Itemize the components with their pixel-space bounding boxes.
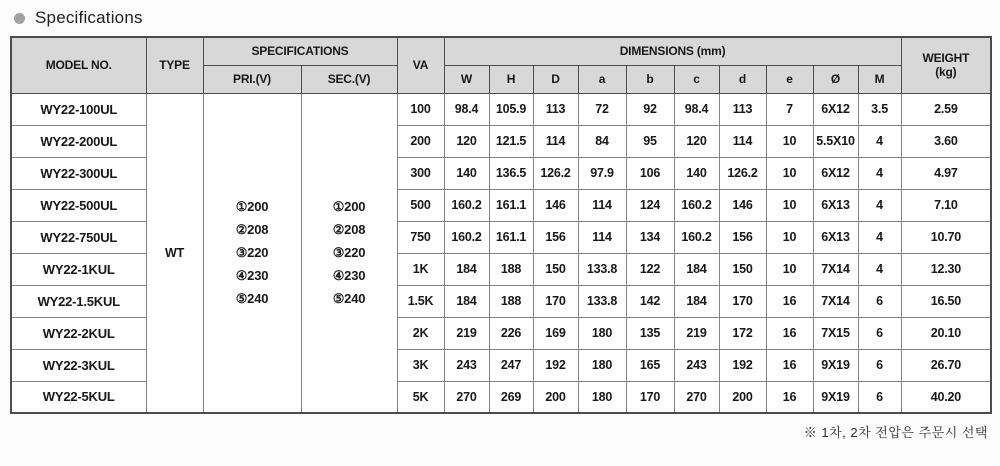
- page-title: Specifications: [35, 8, 143, 27]
- dimension-cell: 219: [674, 317, 719, 349]
- dimension-cell: 95: [626, 125, 674, 157]
- header-va: VA: [397, 37, 444, 93]
- dimension-cell: 72: [578, 93, 626, 125]
- dimension-cell: 180: [578, 317, 626, 349]
- model-cell: WY22-750UL: [11, 221, 146, 253]
- dimension-cell: 133.8: [578, 285, 626, 317]
- dimension-cell: 4: [858, 157, 901, 189]
- dimension-cell: 6X13: [813, 189, 858, 221]
- dimension-cell: 188: [489, 285, 533, 317]
- dimension-cell: 150: [533, 253, 578, 285]
- weight-cell: 3.60: [901, 125, 991, 157]
- dimension-cell: 105.9: [489, 93, 533, 125]
- dimension-cell: 10: [766, 125, 813, 157]
- dimension-cell: 4: [858, 221, 901, 253]
- dimension-cell: 16: [766, 285, 813, 317]
- header-weight: [901, 37, 991, 93]
- dimension-cell: 97.9: [578, 157, 626, 189]
- dimension-cell: 9X19: [813, 349, 858, 381]
- dimension-cell: 6X12: [813, 93, 858, 125]
- weight-cell: 12.30: [901, 253, 991, 285]
- va-cell: 1K: [397, 253, 444, 285]
- dimension-cell: 4: [858, 189, 901, 221]
- weight-cell: 10.70: [901, 221, 991, 253]
- weight-cell: 20.10: [901, 317, 991, 349]
- model-cell: WY22-5KUL: [11, 381, 146, 413]
- dimension-cell: 16: [766, 349, 813, 381]
- dimension-cell: 161.1: [489, 221, 533, 253]
- dimension-cell: 6: [858, 285, 901, 317]
- dimension-cell: 160.2: [444, 189, 489, 221]
- dimension-cell: 7X15: [813, 317, 858, 349]
- dimension-cell: 156: [533, 221, 578, 253]
- header-specifications: SPECIFICATIONS: [203, 37, 397, 65]
- dimension-cell: 10: [766, 253, 813, 285]
- weight-cell: 4.97: [901, 157, 991, 189]
- table-body: [11, 93, 991, 413]
- voltage-option: ④230: [332, 268, 366, 284]
- model-cell: WY22-300UL: [11, 157, 146, 189]
- dimension-cell: 5.5X10: [813, 125, 858, 157]
- weight-cell: 7.10: [901, 189, 991, 221]
- dimension-cell: 188: [489, 253, 533, 285]
- dimension-cell: 146: [719, 189, 766, 221]
- voltage-option: ③220: [235, 245, 269, 261]
- dimension-cell: 170: [533, 285, 578, 317]
- dimension-cell: 192: [533, 349, 578, 381]
- dimension-cell: 226: [489, 317, 533, 349]
- dimension-cell: 142: [626, 285, 674, 317]
- dimension-cell: 243: [674, 349, 719, 381]
- header-dim-h: H: [489, 65, 533, 93]
- voltage-option: ①200: [235, 199, 269, 215]
- dimension-cell: 114: [719, 125, 766, 157]
- dimension-cell: 172: [719, 317, 766, 349]
- dimension-cell: 10: [766, 221, 813, 253]
- header-dim-b: b: [626, 65, 674, 93]
- dimension-cell: 156: [719, 221, 766, 253]
- dimension-cell: 124: [626, 189, 674, 221]
- header-dim-w: W: [444, 65, 489, 93]
- dimension-cell: 134: [626, 221, 674, 253]
- bullet-icon: [14, 13, 25, 24]
- dimension-cell: 136.5: [489, 157, 533, 189]
- va-cell: 1.5K: [397, 285, 444, 317]
- voltage-option: ②208: [235, 222, 269, 238]
- dimension-cell: 92: [626, 93, 674, 125]
- dimension-cell: 120: [674, 125, 719, 157]
- table-header: [11, 37, 991, 93]
- dimension-cell: 270: [674, 381, 719, 413]
- dimension-cell: 16: [766, 317, 813, 349]
- specifications-table: [10, 36, 992, 414]
- dimension-cell: 126.2: [533, 157, 578, 189]
- dimension-cell: 10: [766, 189, 813, 221]
- dimension-cell: 200: [533, 381, 578, 413]
- dimension-cell: 161.1: [489, 189, 533, 221]
- va-cell: 5K: [397, 381, 444, 413]
- header-weight-label: WEIGHT: [922, 51, 970, 66]
- voltage-option: ④230: [235, 268, 269, 284]
- header-type: TYPE: [146, 37, 203, 93]
- model-cell: WY22-1KUL: [11, 253, 146, 285]
- dimension-cell: 146: [533, 189, 578, 221]
- dimension-cell: 6X12: [813, 157, 858, 189]
- va-cell: 2K: [397, 317, 444, 349]
- dimension-cell: 126.2: [719, 157, 766, 189]
- type-cell: WT: [146, 93, 203, 413]
- header-dimensions: DIMENSIONS (mm): [444, 37, 901, 65]
- dimension-cell: 84: [578, 125, 626, 157]
- dimension-cell: 6: [858, 349, 901, 381]
- dimension-cell: 113: [533, 93, 578, 125]
- dimension-cell: 7: [766, 93, 813, 125]
- header-row-1: [11, 37, 991, 65]
- dimension-cell: 160.2: [674, 189, 719, 221]
- dimension-cell: 165: [626, 349, 674, 381]
- dimension-cell: 192: [719, 349, 766, 381]
- model-cell: WY22-3KUL: [11, 349, 146, 381]
- dimension-cell: 180: [578, 381, 626, 413]
- header-sec-v: SEC.(V): [301, 65, 397, 93]
- header-dim-m: M: [858, 65, 901, 93]
- section-header: [10, 0, 990, 36]
- voltage-option: ①200: [332, 199, 366, 215]
- dimension-cell: 140: [674, 157, 719, 189]
- weight-cell: 16.50: [901, 285, 991, 317]
- model-cell: WY22-500UL: [11, 189, 146, 221]
- voltage-option: ⑤240: [235, 291, 269, 307]
- dimension-cell: 4: [858, 253, 901, 285]
- dimension-cell: 170: [626, 381, 674, 413]
- dimension-cell: 122: [626, 253, 674, 285]
- dimension-cell: 135: [626, 317, 674, 349]
- dimension-cell: 4: [858, 125, 901, 157]
- voltage-option: ②208: [332, 222, 366, 238]
- header-dim-c: c: [674, 65, 719, 93]
- dimension-cell: 150: [719, 253, 766, 285]
- dimension-cell: 120: [444, 125, 489, 157]
- dimension-cell: 3.5: [858, 93, 901, 125]
- dimension-cell: 6: [858, 381, 901, 413]
- model-cell: WY22-200UL: [11, 125, 146, 157]
- dimension-cell: 98.4: [674, 93, 719, 125]
- dimension-cell: 140: [444, 157, 489, 189]
- dimension-cell: 114: [578, 189, 626, 221]
- dimension-cell: 133.8: [578, 253, 626, 285]
- dimension-cell: 200: [719, 381, 766, 413]
- model-cell: WY22-2KUL: [11, 317, 146, 349]
- dimension-cell: 10: [766, 157, 813, 189]
- header-model-no: MODEL NO.: [11, 37, 146, 93]
- weight-cell: 40.20: [901, 381, 991, 413]
- dimension-cell: 219: [444, 317, 489, 349]
- dimension-cell: 6: [858, 317, 901, 349]
- dimension-cell: 121.5: [489, 125, 533, 157]
- weight-cell: 2.59: [901, 93, 991, 125]
- sec-options-cell: [301, 93, 397, 413]
- va-cell: 750: [397, 221, 444, 253]
- dimension-cell: 160.2: [444, 221, 489, 253]
- dimension-cell: 184: [674, 285, 719, 317]
- header-dim-d: D: [533, 65, 578, 93]
- va-cell: 500: [397, 189, 444, 221]
- header-dim-a: a: [578, 65, 626, 93]
- dimension-cell: 7X14: [813, 253, 858, 285]
- dimension-cell: 114: [533, 125, 578, 157]
- dimension-cell: 247: [489, 349, 533, 381]
- va-cell: 200: [397, 125, 444, 157]
- dimension-cell: 170: [719, 285, 766, 317]
- dimension-cell: 106: [626, 157, 674, 189]
- pri-options-cell: [203, 93, 301, 413]
- dimension-cell: 169: [533, 317, 578, 349]
- dimension-cell: 184: [674, 253, 719, 285]
- weight-cell: 26.70: [901, 349, 991, 381]
- va-cell: 3K: [397, 349, 444, 381]
- va-cell: 300: [397, 157, 444, 189]
- dimension-cell: 98.4: [444, 93, 489, 125]
- dimension-cell: 7X14: [813, 285, 858, 317]
- dimension-cell: 114: [578, 221, 626, 253]
- va-cell: 100: [397, 93, 444, 125]
- voltage-option: ⑤240: [332, 291, 366, 307]
- table-row: [11, 93, 991, 125]
- dimension-cell: 184: [444, 285, 489, 317]
- model-cell: WY22-100UL: [11, 93, 146, 125]
- dimension-cell: 6X13: [813, 221, 858, 253]
- header-weight-unit: (kg): [935, 65, 957, 80]
- dimension-cell: 9X19: [813, 381, 858, 413]
- header-dim-e: e: [766, 65, 813, 93]
- dimension-cell: 113: [719, 93, 766, 125]
- model-cell: WY22-1.5KUL: [11, 285, 146, 317]
- header-dim-diameter: Ø: [813, 65, 858, 93]
- dimension-cell: 184: [444, 253, 489, 285]
- header-pri-v: PRI.(V): [203, 65, 301, 93]
- dimension-cell: 243: [444, 349, 489, 381]
- dimension-cell: 270: [444, 381, 489, 413]
- dimension-cell: 180: [578, 349, 626, 381]
- footnote: ※ 1차, 2차 전압은 주문시 선택: [803, 425, 988, 440]
- header-dim-d2: d: [719, 65, 766, 93]
- dimension-cell: 160.2: [674, 221, 719, 253]
- dimension-cell: 16: [766, 381, 813, 413]
- voltage-option: ③220: [332, 245, 366, 261]
- dimension-cell: 269: [489, 381, 533, 413]
